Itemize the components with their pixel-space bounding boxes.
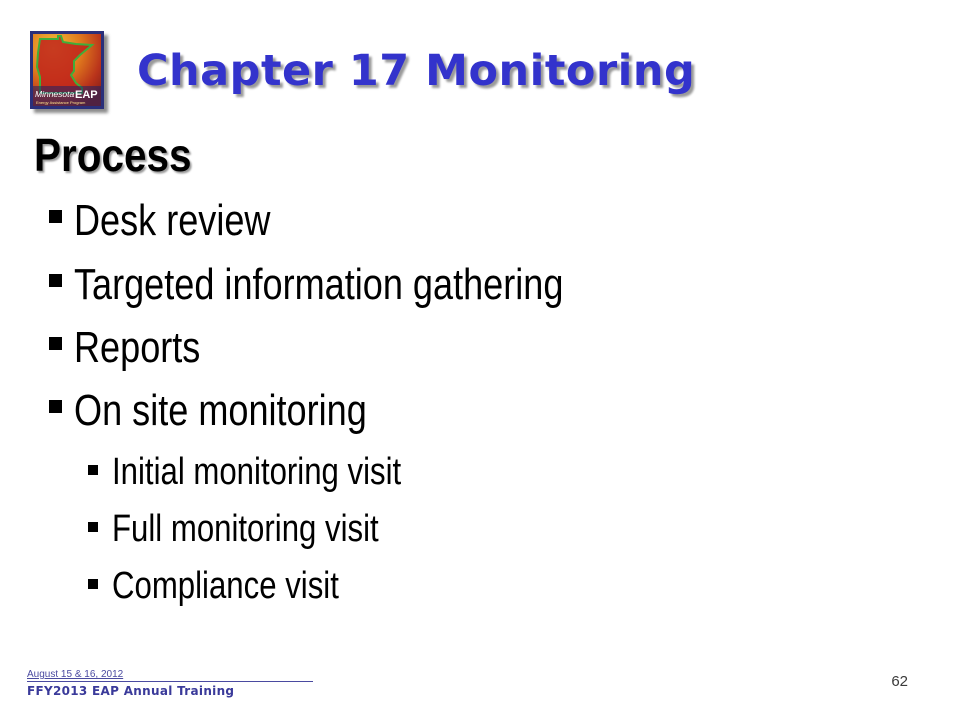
square-bullet-icon (88, 579, 98, 589)
bullet-text: Compliance visit (112, 565, 339, 607)
bullet-text: Targeted information gathering (74, 260, 564, 309)
footer-training-name: FFY2013 EAP Annual Training (27, 684, 235, 698)
bullet-text: Initial monitoring visit (112, 451, 402, 493)
square-bullet-icon (49, 400, 62, 413)
bullet-text: Full monitoring visit (112, 508, 379, 550)
square-bullet-icon (49, 337, 62, 350)
bullet-item (49, 386, 431, 435)
section-heading: Process (34, 129, 192, 181)
page-number: 62 (891, 673, 908, 690)
bullet-item (49, 260, 671, 309)
footer-date (27, 669, 313, 682)
logo-wordmark-left: Minnesota (35, 89, 75, 99)
bullet-text: Reports (74, 323, 201, 372)
sub-bullet-item (88, 567, 389, 605)
bullet-text: On site monitoring (74, 386, 367, 435)
minnesota-eap-logo (30, 31, 104, 109)
square-bullet-icon (49, 210, 62, 223)
square-bullet-icon (49, 274, 62, 287)
logo-subtitle: Energy Assistance Program (36, 100, 86, 105)
square-bullet-icon (88, 465, 98, 475)
logo-wordmark-right: EAP (75, 89, 98, 101)
footer-date-text: August 15 & 16, 2012 (27, 669, 124, 680)
bullet-text: Desk review (74, 196, 271, 245)
square-bullet-icon (88, 522, 98, 532)
sub-bullet-item (88, 510, 437, 548)
slide-title: Chapter 17 Monitoring (137, 46, 696, 96)
bullet-item (49, 196, 314, 245)
bullet-item (49, 323, 228, 372)
sub-bullet-item (88, 453, 465, 491)
